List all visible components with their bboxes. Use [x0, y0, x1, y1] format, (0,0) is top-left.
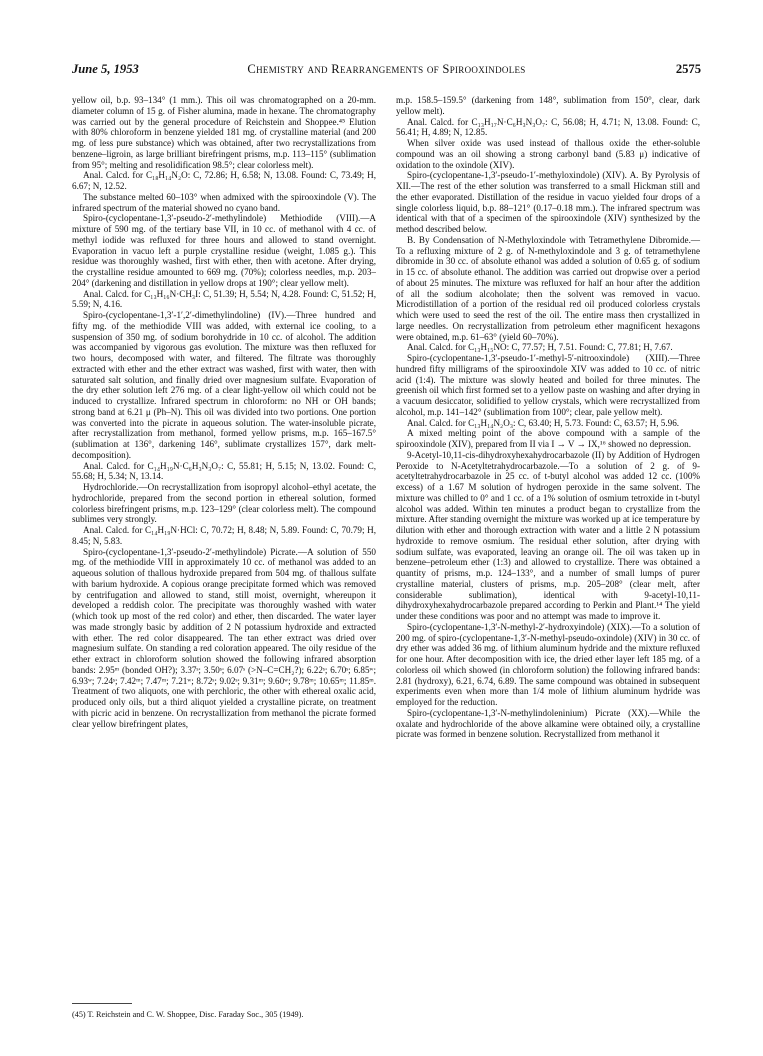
paragraph: Anal. Calcd. for C₁₃H₁₆N·CH₃I: C, 51.39; H, 5.54; N, 4.28. Found: C, 51.52; H, 5.59; N, 4.16. — [72, 288, 376, 310]
paragraph: 9-Acetyl-10,11-cis-dihydroxyhexahydrocarbazole (II) by Addition of Hydrogen Peroxide to N-Acetyltetrahydrocarbazole.—To a solution of 2 g. of 9-acetyltetrahydrocarbazole in 25 cc. of t-butyl alcohol was added 12 cc. (100% excess) of a 1.67 M solution of hydrogen peroxide in the same solvent. The mixture was chilled to 0° and 1 cc. of a 1% solution of osmium tetroxide in t-butyl alcohol was added. Within ten minutes a product began to crystallize from the mixture. After standing overnight the mixture was worked up at ice temperature by dilution with ether and thorough extraction with water and a little 2 N potassium hydroxide to remove osmium. The residual ether solution, after drying with sodium sulfate, was evaporated, leaving an orange oil. The oil was taken up in benzene–petroleum ether (1:3) and allowed to crystallize. There was obtained a quantity of prisms, m.p. 124–133°, and a number of small lumps of purer crystalline material, clusters of prisms, m.p. 205–208° (clear melt, after considerable sublimation), identical with 9-acetyl-10,11-dihydroxyhexahydrocarbazole prepared according to Perkin and Plant.¹⁴ The yield under these conditions was poor and no attempt was made to improve it. — [396, 449, 700, 621]
paragraph: Spiro-(cyclopentane-1,3′-pseudo-1′-methyl-5′-nitrooxindole) (XIII).—Three hundred fifty milligrams of the spirooxindole XIV was added to 10 cc. of nitric acid (1:4). The mixture was slowly heated and boiled for three minutes. The greenish oil which first formed set to a yellow paste on washing and after drying in a vacuum desiccator, solidified to yellow crystals, which were recrystallized from alcohol, m.p. 141–142° (sublimation from 100°; clear, pale yellow melt). — [396, 353, 700, 417]
paragraph: Anal. Calcd. for C₁₄H₁₉N·C₆H₃N₃O₇: C, 55.81; H, 5.15; N, 13.02. Found: C, 55.68; H, 5.34; N, 13.14. — [72, 460, 376, 482]
right-column — [396, 95, 700, 740]
paragraph: The substance melted 60–103° when admixed with the spirooxindole (V). The infrared spectrum of the material showed no cyano band. — [72, 191, 376, 213]
paragraph: Anal. Calcd. for C₁₃H₁₇N·C₆H₃N₃O₇: C, 56.08; H, 4.71; N, 13.08. Found: C, 56.41; H, 4.89; N, 12.85. — [396, 116, 700, 138]
paragraph: Anal. Calcd. for C₁₃H₁₄N₂O₃: C, 63.40; H, 5.73. Found: C, 63.57; H, 5.96. — [407, 417, 680, 428]
page-number: 2575 — [675, 62, 701, 76]
paragraph: Spiro-(cyclopentane-1,3′-pseudo-2′-methylindole) Methiodide (VIII).—A mixture of 590 mg. of the tertiary base VII, in 10 cc. of methanol with 4 cc. of methyl iodide was refluxed for three hours and allowed to stand overnight. Evaporation in vacuo left a purple crystalline residue (weight, 1.085 g.). This residue was thoroughly washed, first with ether, then with acetone. After drying, the crystalline residue amounted to 669 mg. (70%); colorless needles, m.p. 203–204° (darkening and distillation in yellow drops at 190°; clear yellow melt). — [72, 213, 376, 288]
paragraph: Spiro-(cyclopentane-1,3′-N-methyl-2′-hydroxyindole) (XIX).—To a solution of 200 mg. of spiro-(cyclopentane-1,3′-N-methyl-pseudo-oxindole) (XIV) in 30 cc. of dry ether was added 36 mg. of lithium aluminum hydride and the mixture refluxed for one hour. After decomposition with ice, the dried ether layer left 185 mg. of a colorless oil which showed (in chloroform solution) the following infrared bands: 2.81 (hydroxy), 6.21, 6.74, 6.89. The same compound was obtained in subsequent experiments even when more than 1/4 mole of lithium aluminum hydride was employed for the reduction. — [396, 621, 700, 707]
paragraph: m.p. 158.5–159.5° (darkening from 148°, sublimation from 150°, clear, dark yellow melt). — [396, 95, 700, 116]
left-column — [72, 95, 376, 729]
paragraph: Anal. Calcd. for C₁₈H₁₄N₂O: C, 72.86; H, 6.58; N, 13.08. Found: C, 73.49; H, 6.67; N, 12.52. — [72, 170, 376, 191]
paragraph: Anal. Calcd. for C₁₃H₁₅NO: C, 77.57; H, 7.51. Found: C, 77.81; H, 7.67. — [407, 342, 673, 353]
footnote: (45) T. Reichstein and C. W. Shoppee, Disc. Faraday Soc., 305 (1949). — [72, 1010, 304, 1019]
paragraph: Spiro-(cyclopentane-1,3′-1′,2′-dimethylindoline) (IV).—Three hundred and fifty mg. of the methiodide VIII was added, with external ice cooling, to a suspension of 350 mg. of sodium borohydride in 10 cc. of alcohol. The addition was accompanied by vigorous gas evolution. The mixture was then refluxed for two hours, decomposed with water, and filtered. The filtrate was thoroughly extracted with ether and the ether extract was washed, first with water, then with saturated salt solution, and finally dried over magnesium sulfate. Evaporation of the dry ether solution left 276 mg. of a clear light-yellow oil which could not be induced to crystallize. Infrared spectrum in chloroform: no NH or OH bands; strong band at 6.21 μ (Ph–N). This oil was divided into two portions. One portion was converted into the picrate in aqueous solution. The water-insoluble picrate, after recrystallization from methanol, formed yellow prisms, m.p. 165–167.5° (sublimation at 136°, darkening 146°, sublimate crystallizes 157°, dark melt-decomposition). — [72, 310, 376, 460]
paragraph: yellow oil, b.p. 93–134° (1 mm.). This oil was chromatographed on a 20-mm. diameter column of 15 g. of Fisher alumina, made in hexane. The chromatography was carried out by the general procedure of Reichstein and Shoppee.⁴⁵ Elution with 80% chloroform in benzene yielded 181 mg. of crystalline material (and 200 mg. of less pure substance) which was obtained, after two recrystallizations from benzene–ligroin, as large brilliant birefringent prisms, m.p. 113–115° (sublimation from 95°; melting and resolidification 98.5°; clear colorless melt). — [72, 95, 376, 170]
paragraph: Anal. Calcd. for C₁₄H₁₉N·HCl: C, 70.72; H, 8.48; N, 5.89. Found: C, 70.79; H, 8.45; N, 5.83. — [72, 525, 376, 546]
paragraph: B. By Condensation of N-Methyloxindole with Tetramethylene Dibromide.—To a refluxing mixture of 2 g. of N-methyloxindole and 3 g. of tetramethylene dibromide in 30 cc. of absolute ethanol was added a solution of 0.65 g. of sodium in 15 cc. of absolute ethanol. The addition was carried out dropwise over a period of about 25 minutes. The mixture was refluxed for half an hour after the addition of all the sodium alcoholate; then the solvent was removed in vacuo. Microdistillation of a portion of the residual red oil produced colorless crystals which were used to seed the rest of the oil. The entire mass then crystallized in large needles. On recrystallization from petroleum ether magnificent hexagons were obtained, m.p. 61–63° (yield 60–70%). — [396, 234, 700, 342]
paragraph: Spiro-(cyclopentane-1,3′-N-methylindoleninium) Picrate (XX).—While the oxalate and hydrochloride of the above alkamine were obtained oily, a crystalline picrate was formed in benzene solution. Recrystallized from methanol it — [396, 707, 700, 740]
paragraph: When silver oxide was used instead of thallous oxide the ether-soluble compound was an oil showing a strong carbonyl band (5.83 μ) indicative of oxidation to the oxindole (XIV). — [396, 138, 700, 170]
header-title: Chemistry and Rearrangements of Spirooxindoles — [247, 62, 526, 76]
running-header — [72, 62, 701, 80]
paragraph: A mixed melting point of the above compound with a sample of the spirooxindole (XIV), prepared from II via I → V → IX,¹⁶ showed no depression. — [396, 428, 700, 449]
footnote-rule — [72, 1003, 132, 1004]
paragraph: Spiro-(cyclopentane-1,3′-pseudo-2′-methylindole) Picrate.—A solution of 550 mg. of the methiodide VIII in approximately 10 cc. of methanol was added to an aqueous solution of thallous hydroxide prepared from 504 mg. of thallous sulfate with barium hydroxide. A copious orange precipitate formed which was removed by centrifugation and allowed to stand, still moist, overnight, whereupon it developed a reddish color. The precipitate was thoroughly washed with water (which took up most of the red color) and ether, then discarded. The water layer was made strongly basic by addition of 2 N potassium hydroxide and extracted with ether. The red color disappeared. The tan ether extract was dried over magnesium sulfate. On standing a red coloration appeared. The oily residue of the ether extract in chloroform solution showed the following infrared absorption bands: 2.95ᵐ (bonded OH?); 3.37ˢ; 3.50ˢ; 6.07ˢ (>N–C=CH₂?); 6.22ˢ; 6.70ˢ; 6.85ʷ; 6.93ʷ; 7.24ˢ; 7.42ᵐ; 7.47ᵐ; 7.21ʷ; 8.72ˢ; 9.02ˢ; 9.31ᵐ; 9.60ʷ; 9.78ᵐ; 10.65ᵐ; 11.85ᵐ. Treatment of two aliquots, one with perchloric, the other with ethereal oxalic acid, produced only oils, but a third aliquot yielded a crystalline picrate, on treatment with picric acid in benzene. On recrystallization from methanol the picrate formed clear yellow birefringent plates, — [72, 546, 376, 729]
paragraph: Hydrochloride.—On recrystallization from isopropyl alcohol–ethyl acetate, the hydrochloride, prepared from the second portion in ethereal solution, formed colorless birefringent prisms, m.p. 123–129° (clear colorless melt). The compound sublimes very strongly. — [72, 482, 376, 525]
header-date: June 5, 1953 — [72, 62, 139, 76]
paragraph: Spiro-(cyclopentane-1,3′-pseudo-1′-methyloxindole) (XIV). A. By Pyrolysis of XII.—The rest of the ether solution was transferred to a small Hickman still and the ether evaporated. Distillation of the residue in vacuo yielded four drops of a single colorless liquid, b.p. 88–121° (0.17–0.18 mm.). The infrared spectrum was identical with that of a specimen of the spirooxindole (XIV) synthesized by the method described below. — [396, 170, 700, 234]
